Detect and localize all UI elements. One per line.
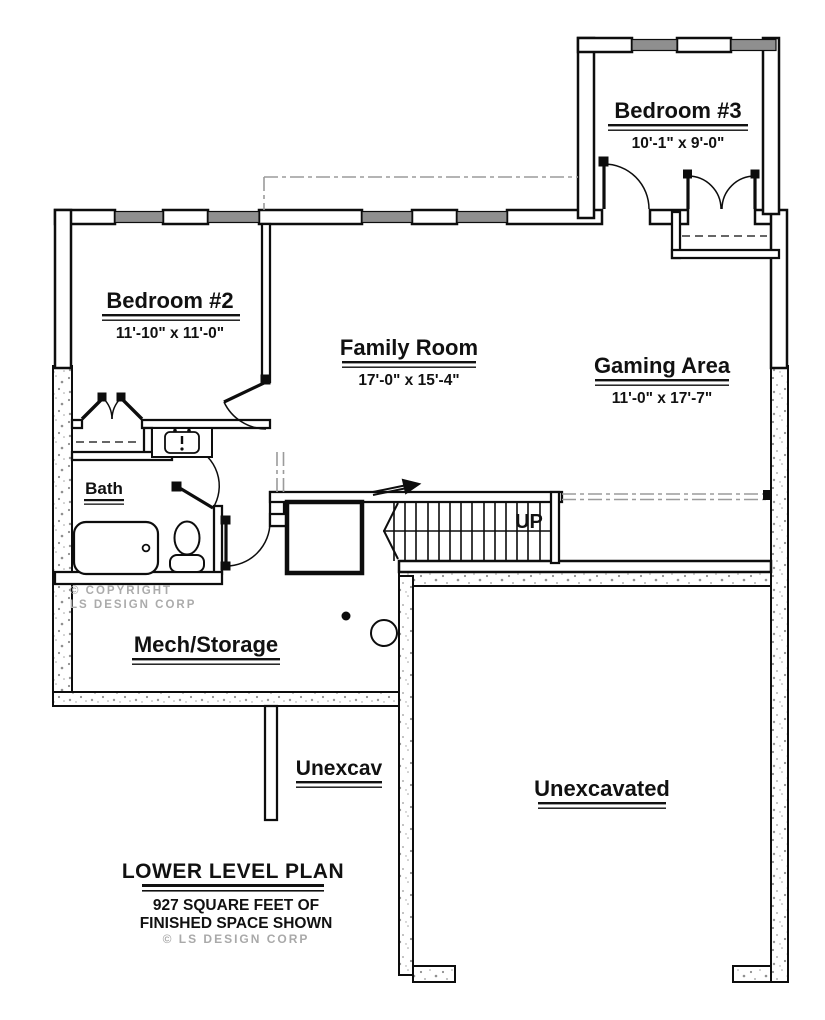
door-closet3-hinge-left [684, 170, 692, 178]
window-bedroom3-1 [632, 40, 677, 51]
title-underline-2 [142, 890, 324, 892]
under-stair-closet [287, 502, 362, 573]
gaming-area-label: Gaming Area [593, 353, 731, 378]
family-room-dims: 17'-0" x 15'-4" [358, 372, 460, 389]
family-room-label: Family Room [339, 335, 479, 360]
door-bedroom2-hinge [261, 375, 270, 384]
watermark-line2: LS DESIGN CORP [70, 599, 197, 611]
door-closet2-hinge-left [98, 393, 106, 401]
wall-bedroom3-top-segment [578, 38, 632, 52]
toilet-bowl [175, 522, 200, 555]
plan-subtitle-1: 927 SQUARE FEET OF [152, 897, 320, 914]
toilet-tank [170, 555, 204, 572]
gaming-area-underline-1 [595, 379, 729, 381]
unexcavated-underline-1 [538, 802, 666, 804]
bath-underline-2 [84, 504, 124, 505]
unexcav-underline-2 [296, 787, 382, 788]
bedroom2-underline-2 [102, 320, 240, 321]
window-top-4 [457, 212, 507, 223]
wall-concrete-unexcavated-west [399, 576, 413, 975]
unexcavated-label: Unexcavated [534, 776, 670, 801]
wall-bedroom2-family [262, 224, 270, 382]
bath-label: Bath [85, 479, 123, 498]
bedroom2-underline-1 [102, 314, 240, 316]
bedroom3-underline-1 [608, 124, 748, 126]
door-mech-hinge [221, 516, 230, 524]
wall-footing-stub-left [413, 966, 455, 982]
bath-underline-1 [84, 499, 124, 501]
bedroom3-dims: 10'-1" x 9'-0" [631, 135, 725, 152]
gaming-area-underline-2 [595, 385, 729, 386]
wall-concrete-mech-south [53, 692, 413, 706]
stairs-up-label: UP [515, 511, 543, 533]
family-room-underline-1 [342, 361, 476, 363]
bedroom3-underline-2 [608, 130, 748, 131]
wall-east-framed [771, 210, 787, 368]
unexcav-underline-1 [296, 781, 382, 783]
wall-bedroom3-west [578, 38, 594, 218]
wall-top-segment [650, 210, 688, 224]
wall-bedroom3-east [763, 38, 779, 214]
family-room-underline-2 [342, 367, 476, 368]
dashdot-end-block [763, 490, 772, 500]
window-bedroom3-2 [731, 40, 776, 51]
window-top-1 [115, 212, 163, 223]
plan-title: LOWER LEVEL PLAN [121, 860, 345, 883]
window-top-2 [208, 212, 259, 223]
wall-unexcav-notch [265, 706, 277, 820]
wall-top-segment [259, 210, 362, 224]
wall-concrete-west [53, 366, 72, 706]
wall-footing-stub-right [733, 966, 771, 982]
unexcavated-underline-2 [538, 808, 666, 809]
mech-storage-label: Mech/Storage [133, 632, 279, 657]
door-bedroom3-hinge [599, 157, 608, 166]
window-top-3 [362, 212, 412, 223]
door-closet2-hinge-right [117, 393, 125, 401]
title-underline-1 [142, 884, 324, 887]
door-closet3-hinge-right [751, 170, 759, 178]
wall-west-framed [55, 210, 71, 368]
floor-drain-dot [342, 612, 351, 621]
wall-main-south-framed-band [399, 561, 771, 572]
wall-bedroom3-top-segment [677, 38, 731, 52]
sink-faucet-dot [187, 429, 191, 433]
wall-bedroom2-south-jamb [72, 420, 82, 428]
door-mech-jamb-block [221, 562, 230, 570]
sink-drain-dot [180, 447, 183, 450]
watermark-line1: © COPYRIGHT [70, 585, 173, 597]
plan-credit: © LS DESIGN CORP [162, 932, 310, 946]
wall-top-segment [412, 210, 457, 224]
mech-underline-2 [132, 664, 280, 665]
bedroom3-label: Bedroom #3 [614, 98, 742, 123]
sink-faucet-dot [173, 429, 177, 433]
wall-top-segment [163, 210, 208, 224]
sump-pit [371, 620, 397, 646]
wall-stair-east [551, 492, 559, 563]
gaming-area-dims: 11'-0" x 17'-7" [611, 390, 713, 407]
wall-concrete-east [771, 366, 788, 982]
mech-underline-1 [132, 658, 280, 660]
bedroom2-label: Bedroom #2 [106, 288, 234, 313]
unexcav-label: Unexcav [295, 757, 383, 780]
bedroom2-dims: 11'-10" x 11'-0" [115, 325, 225, 342]
bathtub-drain [143, 545, 150, 552]
wall-closet3-south [672, 250, 779, 258]
plan-subtitle-2: FINISHED SPACE SHOWN [139, 915, 333, 932]
door-bath-hinge [172, 482, 181, 491]
